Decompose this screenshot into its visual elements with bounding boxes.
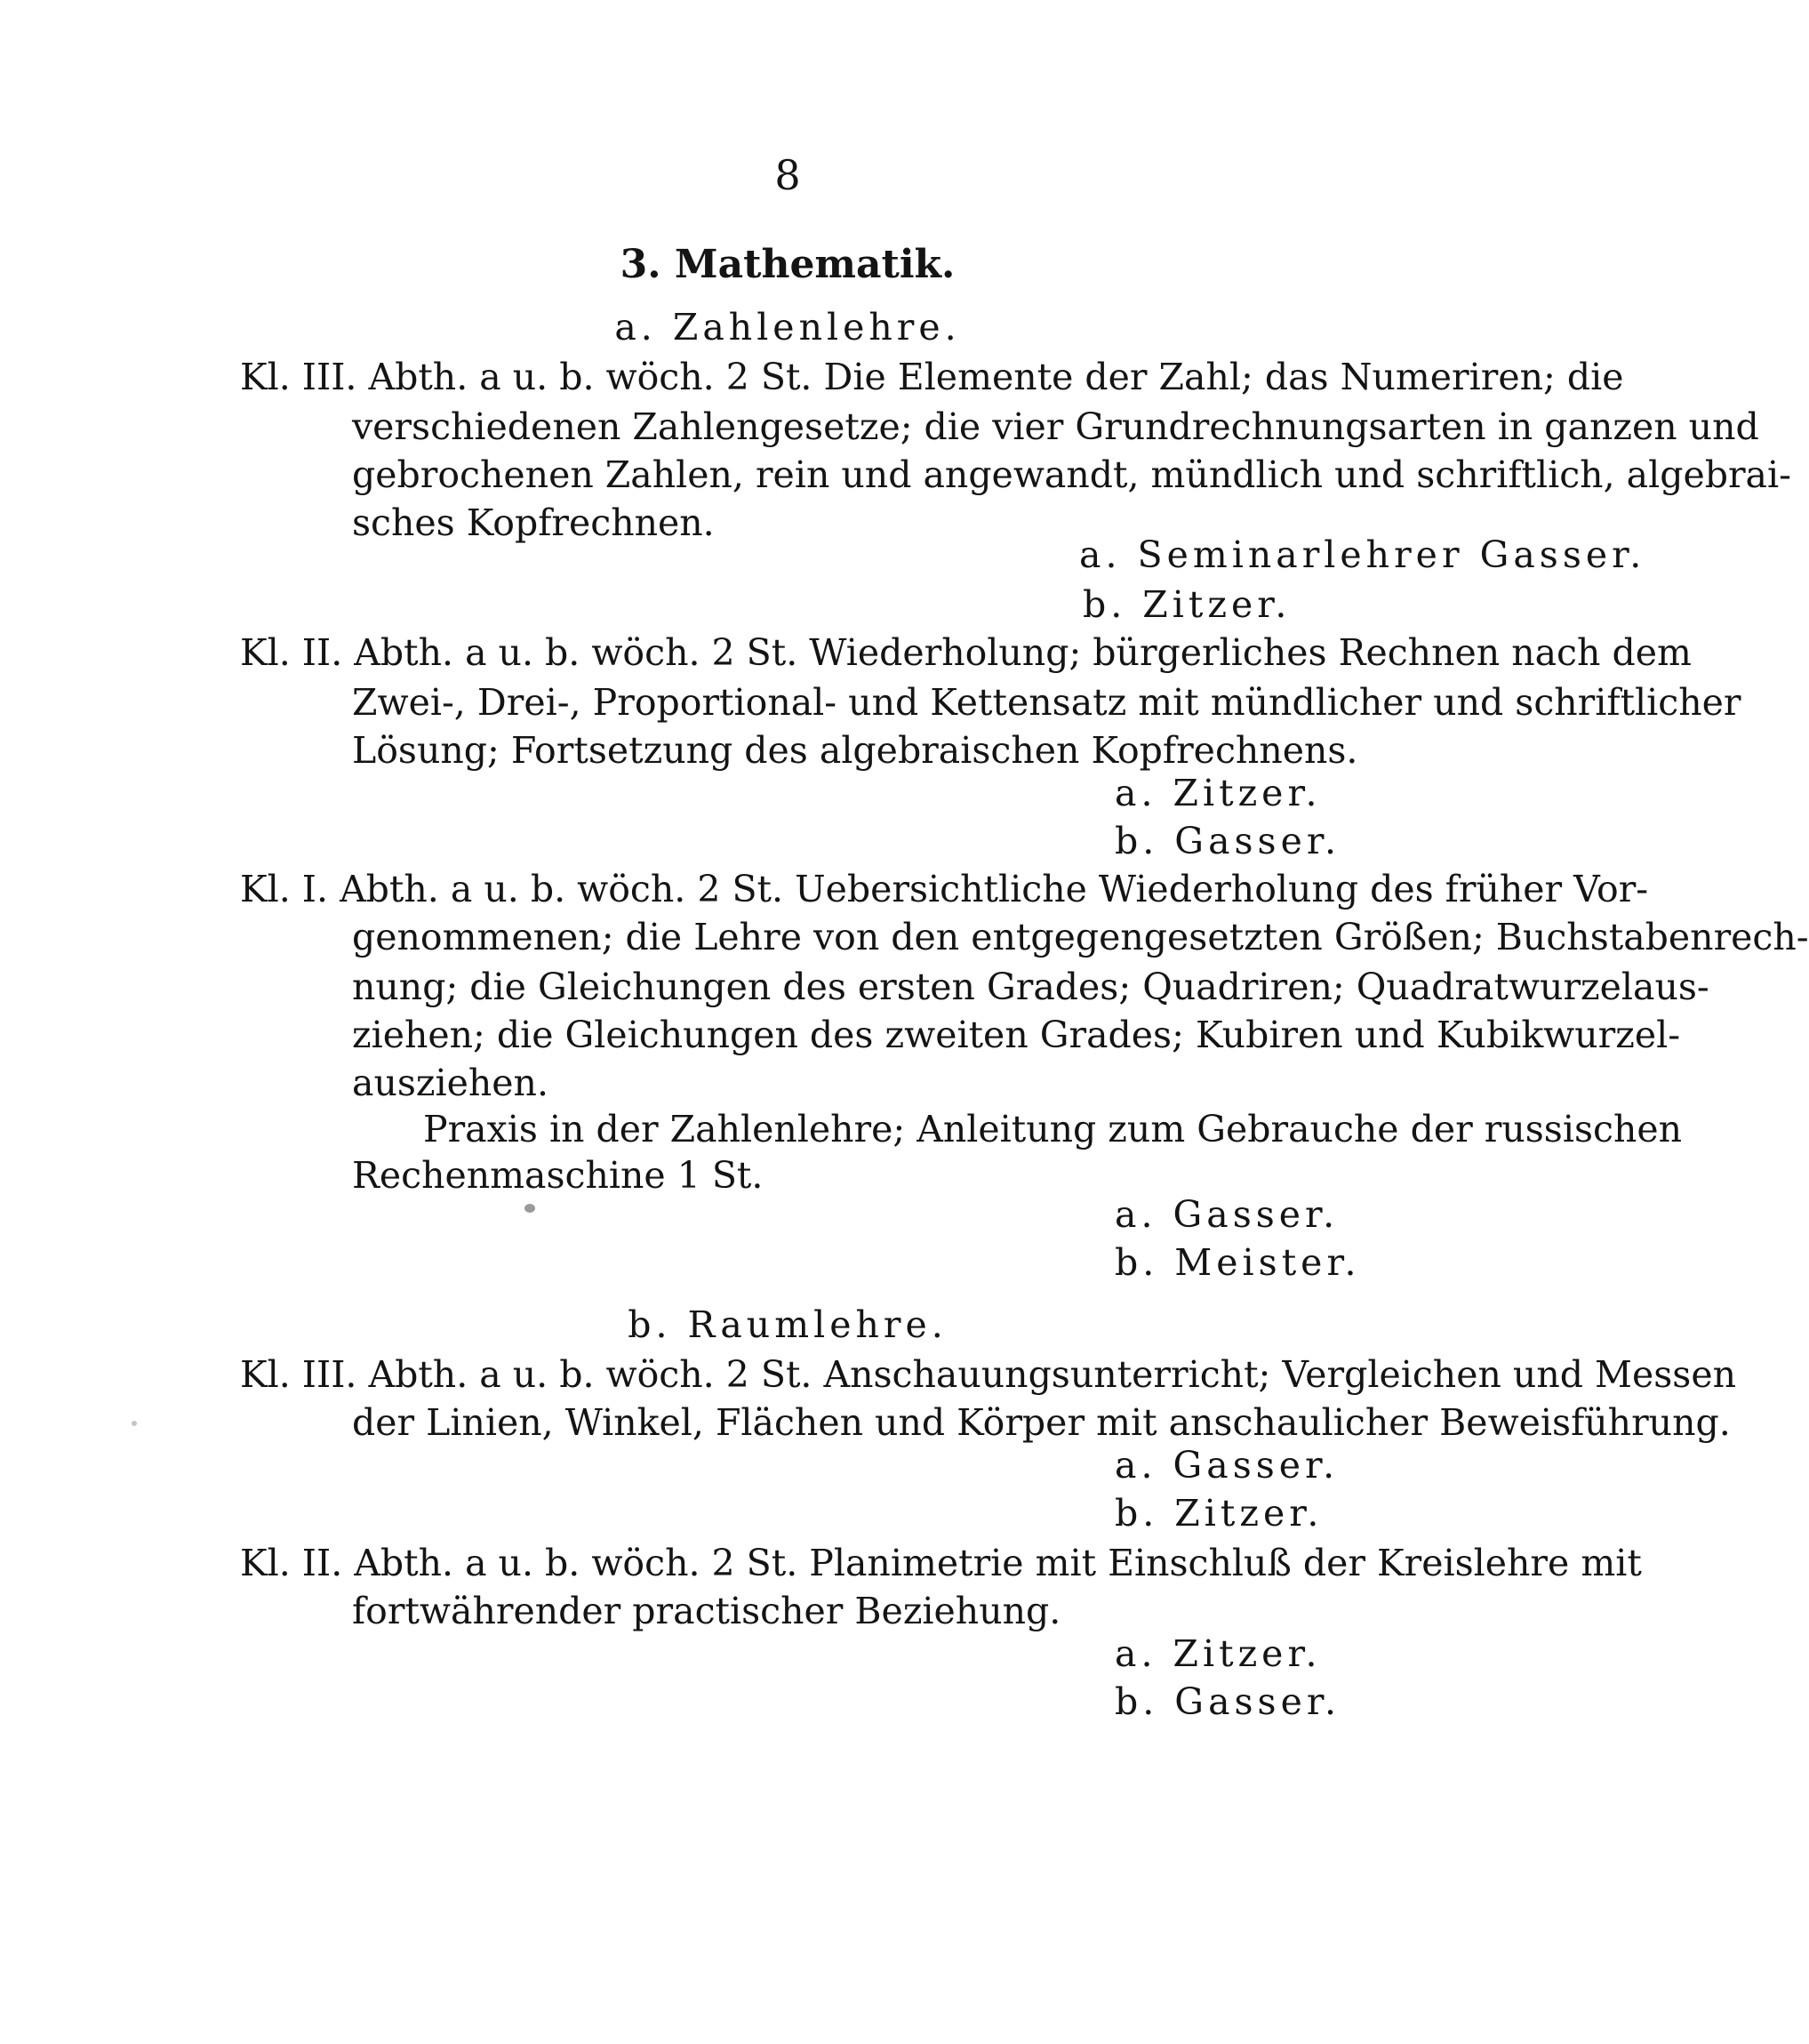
paragraph-line: Zwei-, Drei-, Proportional- und Kettensatz mit mündlicher und schriftlicher [352,681,1741,724]
ink-speck [524,1204,535,1213]
paragraph-line: ausziehen. [352,1062,548,1104]
paragraph-line: nung; die Gleichungen des ersten Grades; Quadriren; Quadratwurzelaus- [352,966,1709,1008]
paragraph-line: sches Kopfrechnen. [352,501,715,544]
ink-speck [132,1421,137,1426]
paragraph-line: Praxis in der Zahlenlehre; Anleitung zum Gebrauche der russischen [423,1108,1683,1150]
paragraph-line: genommenen; die Lehre von den entgegengesetzten Größen; Buchstabenrech- [352,916,1809,958]
teacher-assignment: b. Gasser. [1115,1680,1341,1723]
paragraph-line: Kl. III. Abth. a u. b. wöch. 2 St. Die Elemente der Zahl; das Numeriren; die [240,356,1624,398]
teacher-assignment: b. Meister. [1115,1241,1361,1284]
paragraph-line: Kl. I. Abth. a u. b. wöch. 2 St. Uebersichtliche Wiederholung des früher Vor- [240,868,1649,910]
paragraph-line: Lösung; Fortsetzung des algebraischen Kopfrechnens. [352,729,1358,772]
teacher-assignment: a. Zitzer. [1115,772,1322,814]
paragraph-line: Kl. III. Abth. a u. b. wöch. 2 St. Anschauungsunterricht; Vergleichen und Messen [240,1353,1737,1396]
page-number: 8 [774,151,801,199]
teacher-assignment: a. Seminarlehrer Gasser. [1079,533,1646,576]
paragraph-line: ziehen; die Gleichungen des zweiten Grades; Kubiren und Kubikwurzel- [352,1014,1681,1056]
section-title: 3. Mathematik. [620,242,956,287]
subsection-title-raumlehre: b. Raumlehre. [628,1303,948,1346]
paragraph-line: Kl. II. Abth. a u. b. wöch. 2 St. Wiederholung; bürgerliches Rechnen nach dem [240,631,1692,674]
paragraph-line: der Linien, Winkel, Flächen und Körper mit anschaulicher Beweisführung. [352,1401,1731,1444]
teacher-assignment: b. Zitzer. [1083,583,1292,626]
paragraph-line: gebrochenen Zahlen, rein und angewandt, mündlich und schriftlich, algebrai- [352,453,1791,496]
paragraph-line: verschiedenen Zahlengesetze; die vier Grundrechnungsarten in ganzen und [352,405,1759,448]
paragraph-line: fortwährender practischer Beziehung. [352,1590,1061,1632]
teacher-assignment: b. Zitzer. [1115,1492,1324,1535]
paragraph-line: Kl. II. Abth. a u. b. wöch. 2 St. Planimetrie mit Einschluß der Kreislehre mit [240,1542,1642,1584]
paragraph-line: Rechenmaschine 1 St. [352,1154,764,1197]
teacher-assignment: a. Gasser. [1115,1193,1340,1236]
teacher-assignment: a. Zitzer. [1115,1632,1322,1675]
subsection-title-zahlenlehre: a. Zahlenlehre. [614,306,961,349]
teacher-assignment: a. Gasser. [1115,1444,1340,1487]
teacher-assignment: b. Gasser. [1115,820,1341,862]
